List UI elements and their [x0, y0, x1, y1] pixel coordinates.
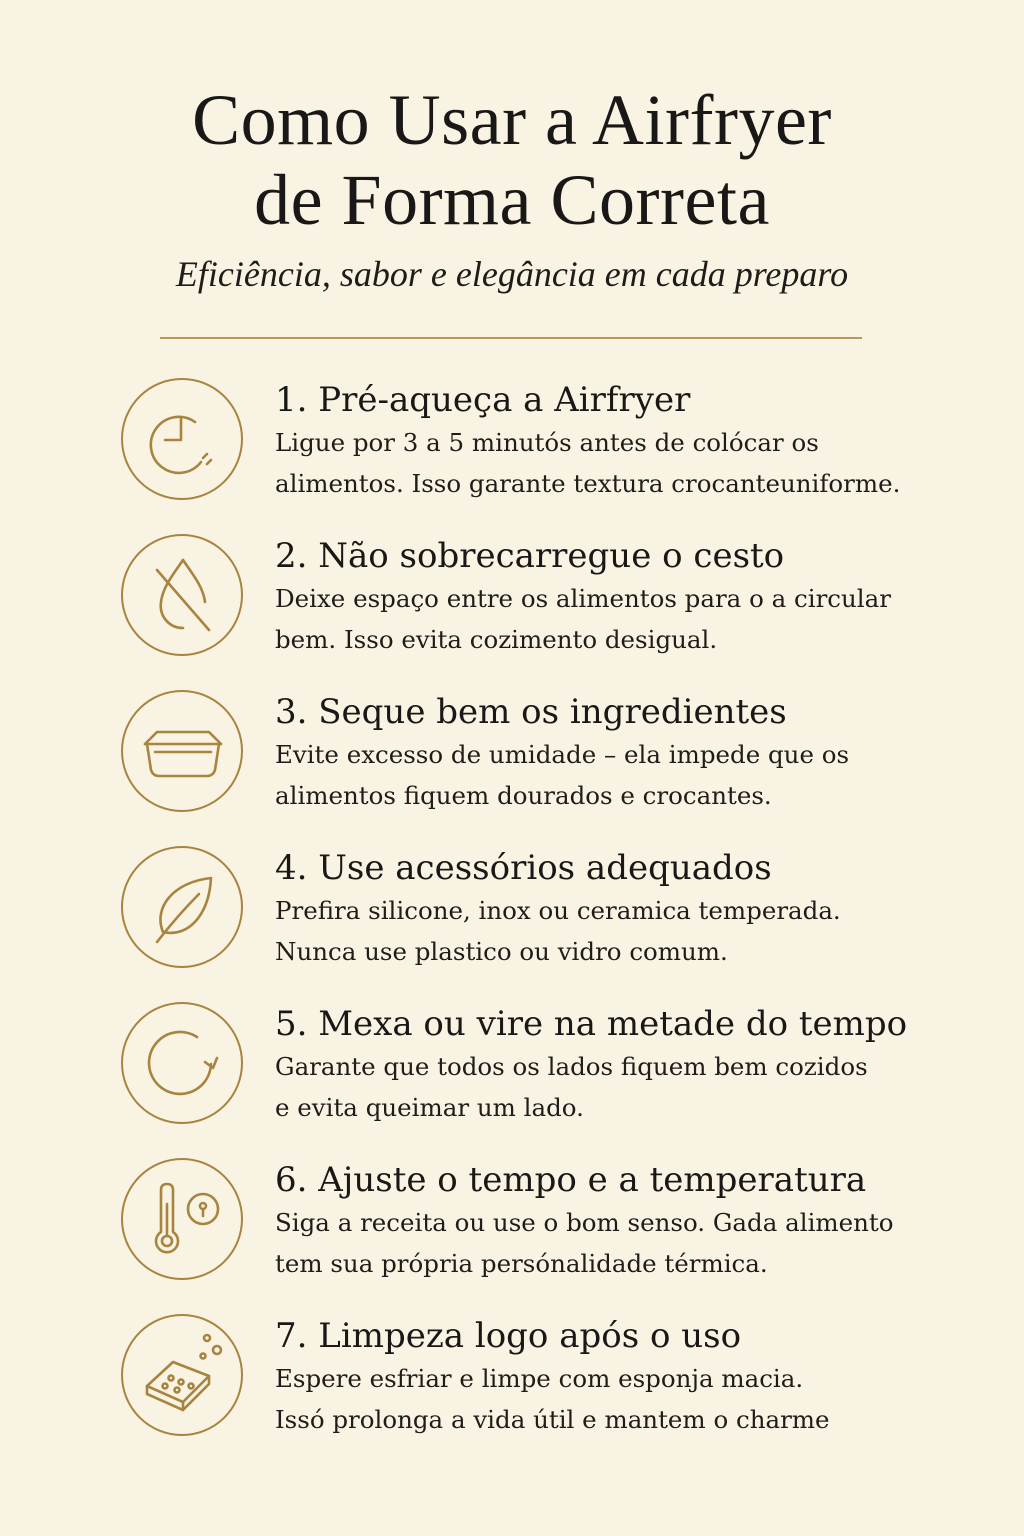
tip-icon-circle — [121, 1158, 243, 1280]
page-title-line-1: Como Usar a Airfryer — [192, 80, 832, 160]
tip-description-line: Prefira silicone, inox ou ceramica temperada. — [275, 896, 841, 925]
tip-title: 5. Mexa ou vire na metade do tempo — [275, 1004, 908, 1044]
tip-description-line: alimentos. Isso garante textura crocanteuniforme. — [275, 469, 901, 498]
tip-title: 1. Pré-aqueça a Airfryer — [275, 380, 691, 420]
page-title-line-2: de Forma Correta — [254, 160, 770, 240]
tip-description-line: alimentos fiquem dourados e crocantes. — [275, 781, 772, 810]
no-water-drop-icon — [123, 536, 241, 654]
tip-item — [0, 690, 1024, 846]
tip-item — [0, 378, 1024, 534]
leaf-icon — [123, 848, 241, 966]
tip-description-line: tem sua própria persónalidade térmica. — [275, 1249, 768, 1278]
tip-icon-circle — [121, 378, 243, 500]
tip-description-line: Issó prolonga a vida útil e mantem o charme — [275, 1405, 830, 1434]
tip-title: 3. Seque bem os ingredientes — [275, 692, 787, 732]
tip-item — [0, 534, 1024, 690]
header-divider — [160, 337, 862, 339]
page-title — [0, 80, 1024, 240]
tip-description-line: Espere esfriar e limpe com esponja macia. — [275, 1364, 804, 1393]
tip-title: 4. Use acessórios adequados — [275, 848, 772, 888]
tip-icon-circle — [121, 1314, 243, 1436]
tip-description-line: Siga a receita ou use o bom senso. Gada alimento — [275, 1208, 894, 1237]
tip-item — [0, 1158, 1024, 1314]
thermometer-icon — [123, 1160, 241, 1278]
tip-description-line: bem. Isso evita cozimento desigual. — [275, 625, 718, 654]
tip-icon-circle — [121, 846, 243, 968]
tip-title: 7. Limpeza logo após o uso — [275, 1316, 742, 1356]
page-subtitle: Eficiência, sabor e elegância em cada preparo — [175, 254, 849, 294]
rotate-arrow-icon — [123, 1004, 241, 1122]
tip-item — [0, 846, 1024, 1002]
tip-description-line: Ligue por 3 a 5 minutós antes de colócar os — [275, 428, 819, 457]
tip-icon-circle — [121, 690, 243, 812]
tip-description-line: e evita queimar um lado. — [275, 1093, 584, 1122]
tip-item — [0, 1002, 1024, 1158]
tip-icon-circle — [121, 1002, 243, 1124]
tip-description-line: Garante que todos os lados fiquem bem cozidos — [275, 1052, 868, 1081]
tip-title: 6. Ajuste o tempo e a temperatura — [275, 1160, 867, 1200]
tip-description-line: Nunca use plastico ou vidro comum. — [275, 937, 728, 966]
timer-icon — [123, 380, 241, 498]
tip-icon-circle — [121, 534, 243, 656]
tip-description-line: Evite excesso de umidade – ela impede que os — [275, 740, 850, 769]
tip-item — [0, 1314, 1024, 1470]
sponge-icon — [123, 1316, 241, 1434]
tip-title: 2. Não sobrecarregue o cesto — [275, 536, 785, 576]
container-icon — [123, 692, 241, 810]
tip-description-line: Deixe espaço entre os alimentos para o a circular — [275, 584, 891, 613]
